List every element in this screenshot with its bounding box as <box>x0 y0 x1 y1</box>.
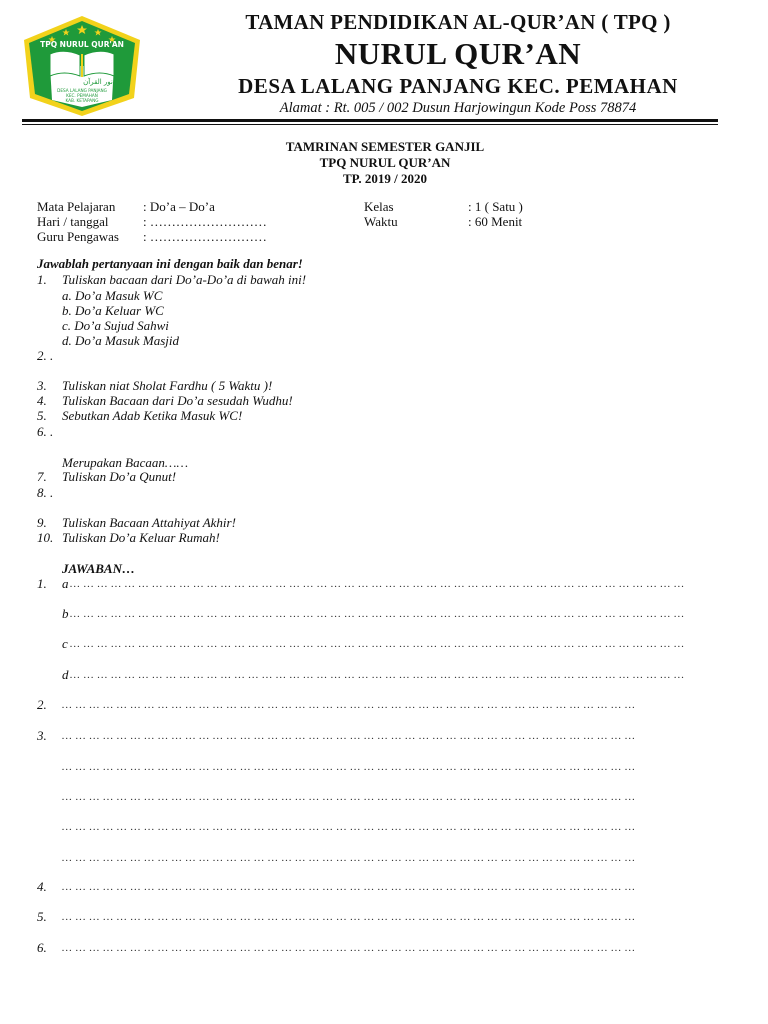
class-value: : 1 ( Satu ) <box>468 199 523 214</box>
answer-line-1c[interactable]: … … … … … … … … … … … … … … … … … … … … … … … … … … … … … … … … … … … … … … … … … … … … … <box>70 638 685 650</box>
question-1d: d. Do’a Masuk Masjid <box>62 333 179 348</box>
answer-number: 5. <box>37 909 47 924</box>
date-value: : ……………………… <box>143 214 267 229</box>
question-number: 7. <box>37 469 47 484</box>
logo-small-text-3: KAB. KETAPANG <box>65 98 99 103</box>
answers-title: JAWABAN… <box>62 561 135 576</box>
answer-line-3c[interactable]: … … … … … … … … … … … … … … … … … … … … … … … … … … … … … … … … … … … … … … … … … … <box>62 791 636 803</box>
answer-line-6[interactable]: … … … … … … … … … … … … … … … … … … … … … … … … … … … … … … … … … … … … … … … … … … <box>62 942 636 954</box>
question-7: Tuliskan Do’a Qunut! <box>62 469 177 484</box>
header-divider-thick <box>22 119 718 122</box>
time-label: Waktu <box>364 214 398 229</box>
question-number: 3. <box>37 378 47 393</box>
answer-line-3e[interactable]: … … … … … … … … … … … … … … … … … … … … … … … … … … … … … … … … … … … … … … … … … … <box>62 852 636 864</box>
subject-label: Mata Pelajaran <box>37 199 116 214</box>
tpq-logo <box>20 14 144 118</box>
logo-name-text: TPQ NURUL QUR'AN <box>40 40 124 49</box>
answer-line-5[interactable]: … … … … … … … … … … … … … … … … … … … … … … … … … … … … … … … … … … … … … … … … … … <box>62 911 636 923</box>
date-label: Hari / tanggal <box>37 214 109 229</box>
answer-line-1d[interactable]: … … … … … … … … … … … … … … … … … … … … … … … … … … … … … … … … … … … … … … … … … … … … … <box>70 669 685 681</box>
question-4: Tuliskan Bacaan dari Do’a sesudah Wudhu! <box>62 393 293 408</box>
question-number: 9. <box>37 515 47 530</box>
exam-year: TP. 2019 / 2020 <box>342 171 428 186</box>
header-village: DESA LALANG PANJANG KEC. PEMAHAN <box>238 74 678 98</box>
question-10: Tuliskan Do’a Keluar Rumah! <box>62 530 220 545</box>
header-line-1: TAMAN PENDIDIKAN AL-QUR’AN ( TPQ ) <box>245 10 671 34</box>
answer-line-3a[interactable]: … … … … … … … … … … … … … … … … … … … … … … … … … … … … … … … … … … … … … … … … … … <box>62 730 636 742</box>
supervisor-value: : ……………………… <box>143 229 267 244</box>
question-3: Tuliskan niat Sholat Fardhu ( 5 Waktu )! <box>62 378 273 393</box>
question-1c: c. Do’a Sujud Sahwi <box>62 318 169 333</box>
question-1: Tuliskan bacaan dari Do’a-Do’a di bawah ini! <box>62 272 307 287</box>
question-5: Sebutkan Adab Ketika Masuk WC! <box>62 408 243 423</box>
answer-number: 6. <box>37 940 47 955</box>
answer-number: 2. <box>37 697 47 712</box>
question-1b: b. Do’a Keluar WC <box>62 303 164 318</box>
answer-letter-b: b <box>62 606 69 621</box>
exam-title: TAMRINAN SEMESTER GANJIL <box>285 139 485 154</box>
logo-arabic-text: نور القرآن <box>83 78 113 86</box>
answer-letter-d: d <box>62 667 69 682</box>
question-2-number: 2. . <box>37 348 54 363</box>
answer-line-3b[interactable]: … … … … … … … … … … … … … … … … … … … … … … … … … … … … … … … … … … … … … … … … … … <box>62 761 636 773</box>
logo-small-text-1: DESA LALANG PANJANG <box>57 88 107 93</box>
answer-number: 4. <box>37 879 47 894</box>
question-number: 5. <box>37 408 47 423</box>
subject-value: : Do’a – Do’a <box>143 199 215 214</box>
supervisor-label: Guru Pengawas <box>37 229 119 244</box>
header-address: Alamat : Rt. 005 / 002 Dusun Harjowingun Kode Poss 78874 <box>279 100 637 116</box>
question-number: 1. <box>37 272 47 287</box>
header-school-name: NURUL QUR’AN <box>334 36 582 71</box>
answer-line-1b[interactable]: … … … … … … … … … … … … … … … … … … … … … … … … … … … … … … … … … … … … … … … … … … … … … <box>70 608 685 620</box>
answer-number: 1. <box>37 576 47 591</box>
answer-letter-c: c <box>62 636 68 651</box>
logo-book-icon <box>50 51 114 77</box>
time-value: : 60 Menit <box>468 214 523 229</box>
question-9: Tuliskan Bacaan Attahiyat Akhir! <box>62 515 236 530</box>
class-label: Kelas <box>364 199 394 214</box>
question-number: 10. <box>37 530 54 545</box>
answer-line-3d[interactable]: … … … … … … … … … … … … … … … … … … … … … … … … … … … … … … … … … … … … … … … … … … <box>62 821 636 833</box>
question-8-number: 8. . <box>37 485 54 500</box>
question-6-number: 6. . <box>37 424 54 439</box>
exam-school: TPQ NURUL QUR’AN <box>319 155 451 170</box>
question-number: 4. <box>37 393 47 408</box>
answer-letter-a: a <box>62 576 69 591</box>
logo-small-text-2: KEC. PEMAHAN <box>66 93 98 98</box>
answer-line-4[interactable]: … … … … … … … … … … … … … … … … … … … … … … … … … … … … … … … … … … … … … … … … … … <box>62 881 636 893</box>
question-1a: a. Do’a Masuk WC <box>62 288 163 303</box>
answer-number: 3. <box>37 728 47 743</box>
question-6-continuation: Merupakan Bacaan…… <box>62 455 189 470</box>
header-divider-thin <box>22 124 718 125</box>
answer-line-1a[interactable]: … … … … … … … … … … … … … … … … … … … … … … … … … … … … … … … … … … … … … … … … … … … … … <box>70 578 685 590</box>
instruction: Jawablah pertanyaan ini dengan baik dan benar! <box>37 256 303 271</box>
answer-line-2[interactable]: … … … … … … … … … … … … … … … … … … … … … … … … … … … … … … … … … … … … … … … … … … <box>62 699 636 711</box>
